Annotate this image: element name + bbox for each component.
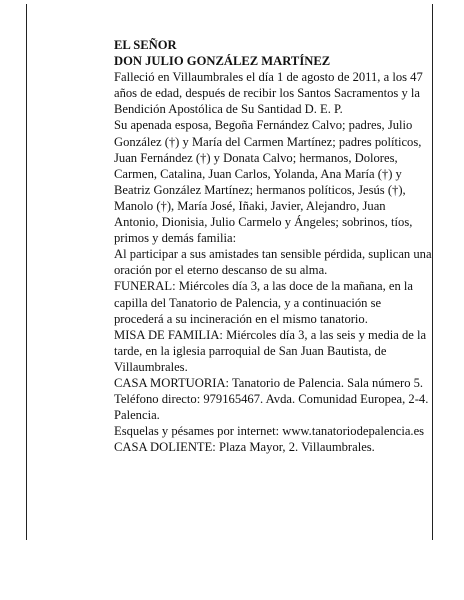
funeral-details: FUNERAL: Miércoles día 3, a las doce de la mañana, en la capilla del Tanatorio de Palencia, y a continuación se procederá a su incineración en el mismo tanatorio. xyxy=(114,279,414,326)
right-border-rule xyxy=(432,4,433,540)
notice-title: EL SEÑOR xyxy=(114,38,177,52)
mortuary-details: CASA MORTUORIA: Tanatorio de Palencia. Sala número 5. Teléfono directo: 979165467. Avda. Comunidad Europea, 2-4. Palencia. xyxy=(114,375,429,423)
family-home: CASA DOLIENTE: Plaza Mayor, 2. Villaumbrales. xyxy=(114,440,375,455)
death-announcement: Falleció en Villaumbrales el día 1 de agosto de 2011, a los 47 años de edad, después de recibir los Santos Sacramentos y la Bendición Apostólica de Su Santidad D. E. P. xyxy=(114,70,423,117)
family-list: Su apenada esposa, Begoña Fernández Calvo; padres, Julio González (†) y María del Carmen Martínez; padres políticos, Juan Fernández (†) y Donata Calvo; hermanos, Dolores, Carmen, Catalina, Juan Carlos, Yolanda, Ana María (†) y Beatriz González Martínez; hermanos políticos, Jesús (†), Manolo (†), María José, Iñaki, Javier, Alejandro, Juan Antonio, Dionisia, Julio Carmelo y Ángeles; sobrinos, tíos, primos y demás familia: xyxy=(114,118,422,246)
deceased-name: DON JULIO GONZÁLEZ MARTÍNEZ xyxy=(114,54,331,69)
obituary-notice xyxy=(114,37,432,455)
prayer-request: Al participar a sus amistades tan sensible pérdida, suplican una oración por el eterno descanso de su alma. xyxy=(114,247,432,278)
online-condolences: Esquelas y pésames por internet: www.tanatoriodepalencia.es xyxy=(114,424,425,439)
family-mass-details: MISA DE FAMILIA: Miércoles día 3, a las seis y media de la tarde, en la iglesia parroquial de San Juan Bautista, de Villaumbrales. xyxy=(114,327,427,374)
left-border-rule xyxy=(26,4,27,540)
